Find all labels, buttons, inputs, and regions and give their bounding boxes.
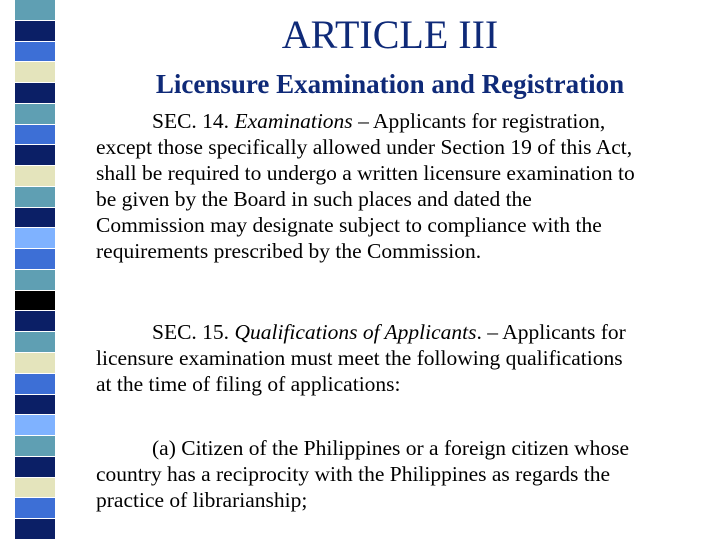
section-14-heading: Examinations xyxy=(234,109,353,133)
qualification-a-line: country has a reciprocity with the Philippines as regards the xyxy=(96,462,611,486)
stripe-segment xyxy=(15,478,55,499)
stripe-segment xyxy=(15,270,55,291)
stripe-segment xyxy=(15,311,55,332)
stripe-segment xyxy=(15,249,55,270)
section-14-line: except those specifically allowed under Section 19 of this Act, xyxy=(96,135,633,159)
stripe-segment xyxy=(15,42,55,63)
stripe-segment xyxy=(15,415,55,436)
stripe-segment xyxy=(15,208,55,229)
section-15-line-text: . – Applicants for xyxy=(476,320,626,344)
stripe-segment xyxy=(15,457,55,478)
stripe-segment xyxy=(15,519,55,540)
qualification-a-paragraph xyxy=(96,435,629,513)
stripe-segment xyxy=(15,62,55,83)
stripe-segment xyxy=(15,228,55,249)
decorative-stripe-bar xyxy=(15,0,55,540)
stripe-segment xyxy=(15,0,55,21)
stripe-segment xyxy=(15,104,55,125)
stripe-segment xyxy=(15,187,55,208)
section-14-label: SEC. 14. xyxy=(152,109,235,133)
section-14-line: Commission may designate subject to compliance with the xyxy=(96,213,602,237)
stripe-segment xyxy=(15,436,55,457)
section-14-line: be given by the Board in such places and dated the xyxy=(96,187,532,211)
section-15-heading: Qualifications of Applicants xyxy=(234,320,477,344)
section-14-line-text: – Applicants for registration, xyxy=(352,109,606,133)
section-15-line: at the time of filing of applications: xyxy=(96,372,401,396)
section-14-paragraph xyxy=(96,108,708,264)
slide-subtitle: Licensure Examination and Registration xyxy=(155,69,625,99)
qualification-a-line: practice of librarianship; xyxy=(96,488,308,512)
stripe-segment xyxy=(15,166,55,187)
stripe-segment xyxy=(15,83,55,104)
stripe-segment xyxy=(15,291,55,312)
stripe-segment xyxy=(15,125,55,146)
section-15-line: licensure examination must meet the following qualifications xyxy=(96,346,623,370)
section-14-line: requirements prescribed by the Commission. xyxy=(96,239,482,263)
stripe-segment xyxy=(15,374,55,395)
stripe-segment xyxy=(15,332,55,353)
section-15-label: SEC. 15. xyxy=(152,320,235,344)
stripe-segment xyxy=(15,21,55,42)
slide-title: ARTICLE III xyxy=(281,12,499,57)
section-15-paragraph xyxy=(96,319,626,397)
section-14-line: shall be required to undergo a written licensure examination to xyxy=(96,161,635,185)
stripe-segment xyxy=(15,498,55,519)
qualification-a-line: (a) Citizen of the Philippines or a foreign citizen whose xyxy=(152,436,630,460)
section-15-line xyxy=(96,319,626,345)
stripe-segment xyxy=(15,353,55,374)
stripe-segment xyxy=(15,145,55,166)
stripe-segment xyxy=(15,395,55,416)
section-14-line xyxy=(96,108,708,134)
slide-body xyxy=(96,108,708,512)
